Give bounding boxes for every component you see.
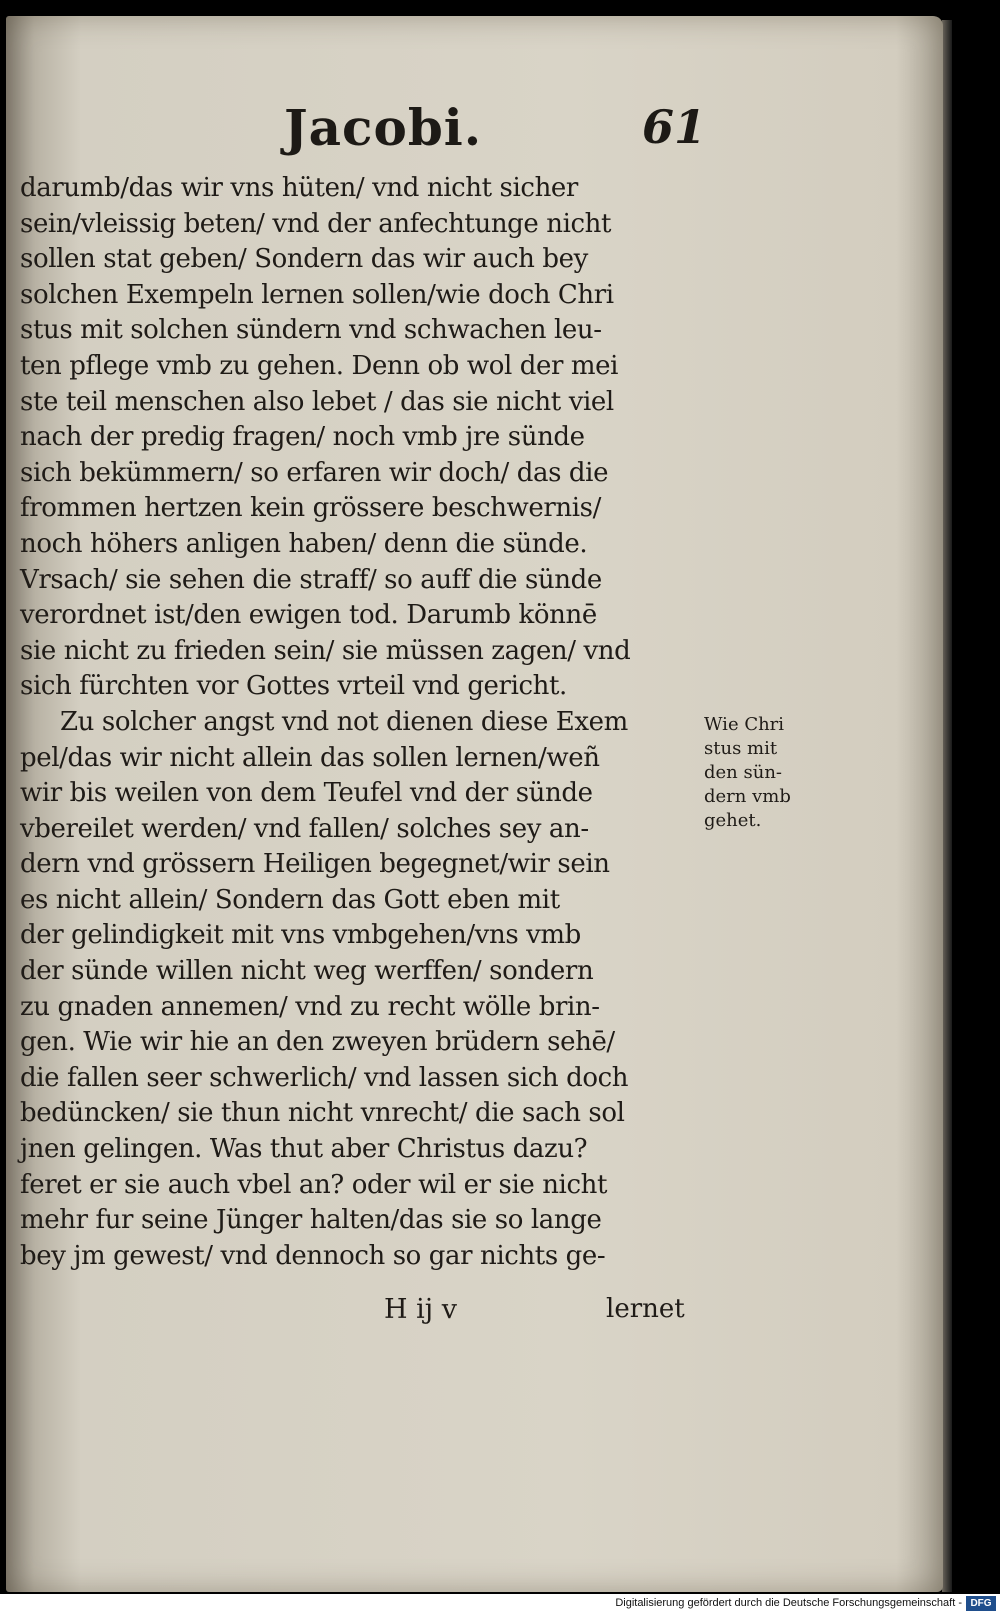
running-title: Jacobi.: [284, 98, 483, 157]
text-line: es nicht allein/ Sondern das Gott eben mit: [20, 884, 560, 915]
text-line: sie nicht zu frieden sein/ sie müssen zagen/ vnd: [20, 635, 631, 666]
text-line: wir bis weilen von dem Teufel vnd der sünde: [20, 778, 593, 809]
text-line: sich bekümmern/ so erfaren wir doch/ das die: [20, 457, 609, 488]
text-line: ste teil menschen also lebet / das sie nicht viel: [20, 386, 614, 417]
text-line: sich fürchten vor Gottes vrteil vnd gericht.: [20, 671, 567, 702]
credit-bar: [0, 1594, 1000, 1614]
book-page: [6, 16, 943, 1592]
page-number: 61: [642, 100, 707, 154]
catchword: lernet: [606, 1294, 685, 1324]
text-line: die fallen seer schwerlich/ vnd lassen sich doch: [20, 1062, 629, 1093]
text-line: bey jm gewest/ vnd dennoch so gar nichts ge-: [20, 1240, 606, 1271]
text-line: der sünde willen nicht weg werffen/ sondern: [20, 956, 594, 987]
margin-note-line: stus mit: [704, 738, 778, 759]
text-line: jnen gelingen. Was thut aber Christus dazu?: [20, 1134, 588, 1165]
margin-note: [704, 713, 824, 833]
text-line: darumb/das wir vns hüten/ vnd nicht sicher: [20, 173, 578, 203]
text-line: solchen Exempeln lernen sollen/wie doch Chri: [20, 279, 614, 310]
margin-note-line: gehet.: [704, 810, 762, 831]
page-footer: [6, 1294, 943, 1334]
body-text: [20, 171, 700, 1274]
text-line: gen. Wie wir hie an den zweyen brüdern sehē/: [20, 1027, 615, 1058]
text-line: sein/vleissig beten/ vnd der anfechtunge nicht: [20, 208, 612, 239]
text-line: bedüncken/ sie thun nicht vnrecht/ die sach sol: [20, 1098, 625, 1129]
credit-text: Digitalisierung gefördert durch die Deutsche Forschungsgemeinschaft -: [615, 1597, 962, 1609]
dfg-logo: DFG: [966, 1596, 996, 1611]
text-line: der gelindigkeit mit vns vmbgehen/vns vmb: [20, 920, 581, 951]
text-line: stus mit solchen sündern vnd schwachen leu-: [20, 315, 602, 346]
text-line: dern vnd grössern Heiligen begegnet/wir sein: [20, 849, 610, 880]
text-line: nach der predig fragen/ noch vmb jre sünde: [20, 422, 585, 453]
text-line: vbereilet werden/ vnd fallen/ solches sey an-: [20, 813, 589, 844]
margin-note-line: dern vmb: [704, 786, 791, 807]
margin-note-line: den sün-: [704, 762, 782, 783]
page-edge: [942, 20, 952, 1592]
text-line: frommen hertzen kein grössere beschwernis/: [20, 493, 601, 524]
text-line: noch höhers anligen haben/ denn die sünde.: [20, 528, 588, 559]
page-header: [6, 98, 943, 168]
text-line: Zu solcher angst vnd not dienen diese Exem: [60, 706, 628, 737]
text-line: zu gnaden annemen/ vnd zu recht wölle brin-: [20, 991, 600, 1022]
text-line: ten pflege vmb zu gehen. Denn ob wol der mei: [20, 350, 619, 381]
text-line: mehr fur seine Jünger halten/das sie so lange: [20, 1205, 602, 1236]
text-line: pel/das wir nicht allein das sollen lernen/weñ: [20, 742, 600, 773]
text-line: feret er sie auch vbel an? oder wil er sie nicht: [20, 1169, 608, 1200]
text-line: sollen stat geben/ Sondern das wir auch bey: [20, 244, 588, 275]
text-line: verordnet ist/den ewigen tod. Darumb könnē: [20, 600, 597, 631]
signature-mark: H ij v: [384, 1294, 457, 1325]
text-line: Vrsach/ sie sehen die straff/ so auff die sünde: [20, 564, 602, 595]
margin-note-line: Wie Chri: [704, 714, 785, 735]
